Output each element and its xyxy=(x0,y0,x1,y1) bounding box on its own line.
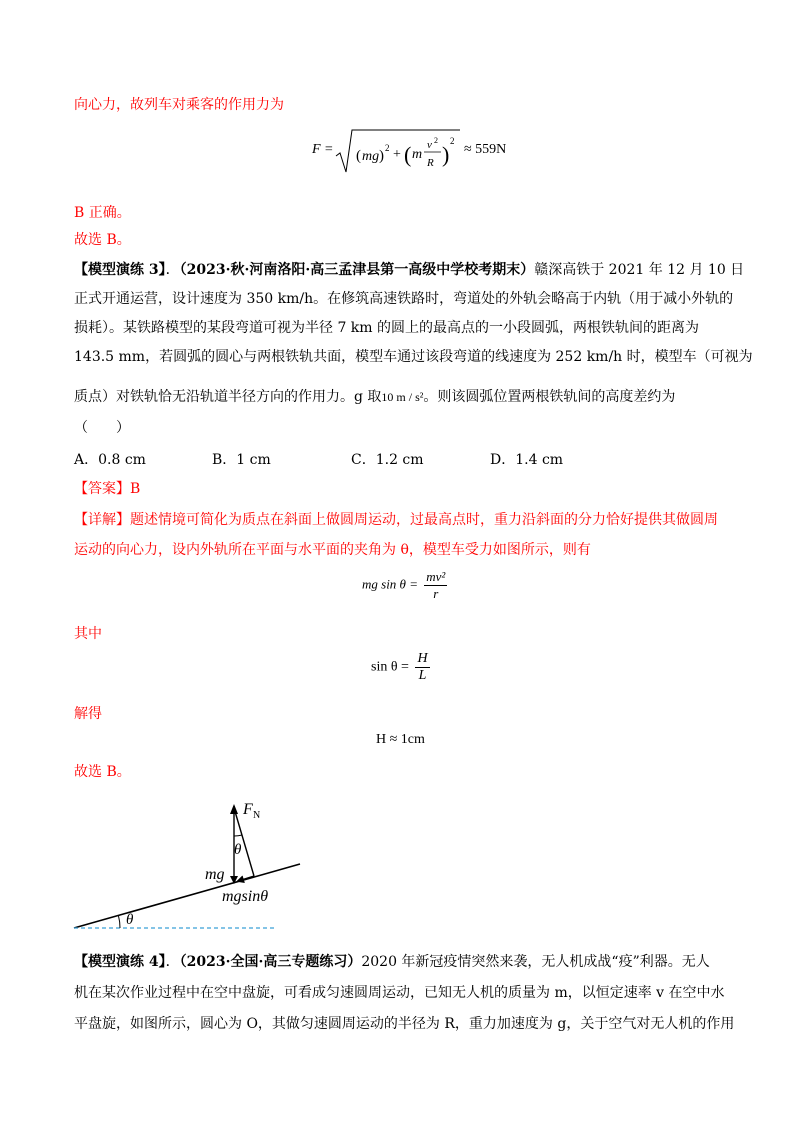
svg-text:): ) xyxy=(379,148,384,164)
equation-centripetal xyxy=(362,569,450,602)
theta-bottom-label: θ xyxy=(126,912,134,928)
q4-tag: 【模型演练 4】 xyxy=(74,954,166,970)
svg-text:(: ( xyxy=(356,148,361,164)
choose-b-text-2: 故选 B。 xyxy=(74,764,131,780)
q3-line5 xyxy=(74,387,730,407)
angle-arc-bottom xyxy=(119,916,121,928)
intro-text: 向心力，故列车对乘客的作用力为 xyxy=(74,97,284,113)
option-b: B．1 cm xyxy=(212,452,271,468)
eq2-numerator: mv² xyxy=(426,569,446,584)
q3-bracket: （ ） xyxy=(74,420,130,436)
q3-line5-a: 质点）对铁轨恰无沿轨道半径方向的作用力。g 取 xyxy=(74,389,382,405)
eq3-denominator: L xyxy=(418,668,427,683)
q3-line3: 损耗）。某铁路模型的某段弯道可视为半径 7 km 的圆上的最高点的一小段圆弧，两根铁轨间的距离为 xyxy=(74,320,700,336)
eq1-lhs: F = xyxy=(312,142,334,157)
b-correct-text: B 正确。 xyxy=(74,205,131,221)
svg-text:R: R xyxy=(427,157,434,169)
q3-g-value: 10 m / s² xyxy=(381,390,424,404)
solve-text: 解得 xyxy=(74,706,102,722)
q4-line1-rest: 2020 年新冠疫情突然来袭，无人机成战“疫”利器。无人 xyxy=(361,954,710,970)
q3-source: （2023·秋·河南洛阳·高三孟津县第一高级中学校考期末） xyxy=(179,262,535,278)
angle-arc-top xyxy=(234,835,242,836)
equation-sine xyxy=(371,651,433,684)
detail-tag: 【详解】 xyxy=(74,512,130,528)
q4-line3: 平盘旋，如图所示，圆心为 O，其做匀速圆周运动的半径为 R，重力加速度为 g，关于空气对无人机的作用 xyxy=(74,1016,735,1032)
theta-top-label: θ xyxy=(234,842,242,858)
svg-text:): ) xyxy=(442,142,450,167)
equation-height: H ≈ 1cm xyxy=(376,732,425,747)
q3-tag: 【模型演练 3】 xyxy=(74,262,166,278)
choose-b-text-1: 故选 B。 xyxy=(74,232,131,248)
eq1-radical xyxy=(334,126,462,176)
option-d: D．1.4 cm xyxy=(490,452,564,468)
force-diagram xyxy=(70,796,310,936)
detail-line1 xyxy=(74,510,730,530)
fn-arrowhead xyxy=(230,804,238,814)
q4-dot: ． xyxy=(165,954,180,970)
fn-subscript: N xyxy=(253,810,261,821)
option-a: A．0.8 cm xyxy=(74,452,146,468)
option-c: C．1.2 cm xyxy=(351,452,424,468)
detail-line1-text: 题述情境可简化为质点在斜面上做圆周运动，过最高点时，重力沿斜面的分力恰好提供其做圆周 xyxy=(130,512,718,528)
q3-line5-b: 。则该圆弧位置两根铁轨间的高度差约为 xyxy=(423,389,676,405)
q4-line2: 机在某次作业过程中在空中盘旋，可看成匀速圆周运动，已知无人机的质量为 m，以恒定速率 v 在空中水 xyxy=(74,985,725,1001)
among-text: 其中 xyxy=(74,626,102,642)
eq3-fraction xyxy=(415,651,429,684)
svg-text:2: 2 xyxy=(434,136,438,145)
svg-text:2: 2 xyxy=(385,143,390,153)
mg-label: mg xyxy=(205,866,225,883)
eq1-result: ≈ 559N xyxy=(464,142,507,157)
svg-text:mg: mg xyxy=(362,149,380,164)
eq2-fraction xyxy=(424,569,447,602)
q3-line1 xyxy=(74,260,745,280)
svg-text:v: v xyxy=(427,139,432,151)
answer-text: 【答案】B xyxy=(74,481,141,497)
eq3-lhs: sin θ = xyxy=(371,659,409,675)
eq3-numerator: H xyxy=(417,651,428,666)
q4-line1 xyxy=(74,952,730,972)
svg-text:m: m xyxy=(412,147,423,162)
eq2-lhs: mg sin θ = xyxy=(362,576,418,592)
equation-force xyxy=(312,126,512,176)
q3-line1-rest: 赣深高铁于 2021 年 12 月 10 日 xyxy=(534,262,745,278)
detail-line2: 运动的向心力，设内外轨所在平面与水平面的夹角为 θ，模型车受力如图所示，则有 xyxy=(74,542,591,558)
svg-text:+: + xyxy=(393,147,401,162)
q4-source: （2023·全国·高三专题练习） xyxy=(179,954,362,970)
q3-dot: ． xyxy=(165,262,180,278)
q3-line4: 143.5 mm，若圆弧的圆心与两根铁轨共面，模型车通过该段弯道的线速度为 252 km/h 时，模型车（可视为 xyxy=(74,349,753,365)
svg-text:2: 2 xyxy=(450,136,455,146)
fn-label: F xyxy=(243,801,253,818)
q3-line2: 正式开通运营，设计速度为 350 km/h。在修筑高速铁路时，弯道处的外轨会略高于内轨（用于减小外轨的 xyxy=(74,291,734,307)
mgsin-label: mgsinθ xyxy=(222,888,269,905)
eq2-denominator: r xyxy=(433,586,439,601)
svg-text:(: ( xyxy=(404,142,412,167)
